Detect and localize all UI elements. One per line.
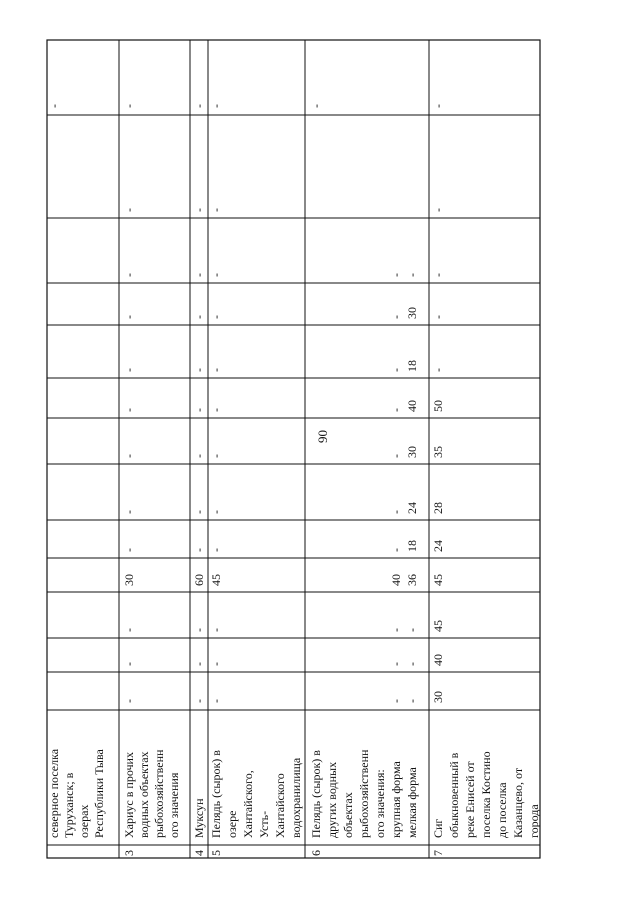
- column-lines: [47, 115, 540, 845]
- cell-value: 30: [405, 307, 419, 319]
- row-name-line: крупная форма: [389, 761, 403, 838]
- row-name-line: Сиг: [431, 818, 445, 838]
- cell-value: -: [192, 368, 206, 372]
- cell-value: -: [309, 104, 323, 108]
- cell-value: -: [192, 662, 206, 666]
- cell-value: -: [389, 408, 403, 412]
- row-lines: [119, 40, 429, 858]
- cell-value: -: [122, 699, 136, 703]
- cell-value: -: [209, 208, 223, 212]
- row-name-line: мелкая форма: [405, 767, 419, 838]
- row-name-line: рыбохозяйственн: [152, 749, 166, 838]
- row-name-line: Хантайского: [273, 773, 287, 838]
- cell-value: -: [192, 510, 206, 514]
- cell-value: -: [405, 628, 419, 632]
- row-name-line: реке Енисей от: [463, 761, 477, 838]
- cell-value: -: [405, 662, 419, 666]
- cell-value: 35: [431, 446, 445, 458]
- cell-value: -: [122, 368, 136, 372]
- row-name-line: водных объектах: [137, 751, 151, 838]
- cell-value: -: [405, 699, 419, 703]
- cell-value: -: [192, 273, 206, 277]
- cell-value: -: [122, 104, 136, 108]
- cell-value: 24: [431, 540, 445, 552]
- cell-value: -: [122, 273, 136, 277]
- cell-value: 40: [405, 400, 419, 412]
- cell-value: -: [122, 408, 136, 412]
- cell-value: 30: [405, 446, 419, 458]
- cell-value: -: [389, 662, 403, 666]
- cell-value: -: [405, 273, 419, 277]
- cell-value: -: [431, 368, 445, 372]
- row-name-line: других водных: [325, 761, 339, 838]
- row-name-line: озере: [225, 810, 239, 838]
- cell-value: -: [192, 548, 206, 552]
- cell-value: -: [192, 104, 206, 108]
- cell-value: -: [192, 454, 206, 458]
- page-number: 90: [315, 430, 330, 443]
- row-name-line: Пелядь (сырок) в: [309, 750, 323, 838]
- cell-value: 18: [405, 540, 419, 552]
- row-name-line: города: [527, 804, 541, 838]
- row-name-line: Усть-: [257, 810, 271, 838]
- cell-value: 60: [192, 574, 206, 586]
- row-name-line: обыкновенный в: [447, 752, 461, 838]
- cell-value: -: [192, 315, 206, 319]
- cell-value: 50: [431, 400, 445, 412]
- cell-value: -: [122, 454, 136, 458]
- cell-value: 40: [389, 574, 403, 586]
- cell-value: 45: [209, 574, 223, 586]
- cell-value: 40: [431, 654, 445, 666]
- row-name-line: ого значения: [167, 772, 181, 838]
- row-name-line: поселка Костино: [479, 751, 493, 838]
- cell-value: -: [389, 699, 403, 703]
- cell-value: -: [431, 208, 445, 212]
- cell-value: -: [431, 315, 445, 319]
- cell-value: 18: [405, 360, 419, 372]
- row-name-line: Пелядь (сырок) в: [209, 750, 223, 838]
- cell-value: -: [209, 408, 223, 412]
- row-name-line: Хариус в прочих: [122, 752, 136, 838]
- cell-value: -: [431, 104, 445, 108]
- cell-value: -: [192, 628, 206, 632]
- row-name-line: Казанцево, от: [511, 767, 525, 838]
- row-name-line: Туруханск; в: [62, 772, 76, 838]
- cell-value: -: [389, 273, 403, 277]
- cell-value: -: [47, 104, 61, 108]
- cell-value: -: [209, 699, 223, 703]
- cell-value: -: [389, 628, 403, 632]
- cell-value: -: [209, 454, 223, 458]
- cell-value: 28: [431, 502, 445, 514]
- cell-value: -: [209, 104, 223, 108]
- cell-value: -: [192, 699, 206, 703]
- cell-value: -: [122, 548, 136, 552]
- row-name-line: ого значения:: [373, 769, 387, 838]
- cell-value: 30: [122, 574, 136, 586]
- row-number: 3: [122, 850, 136, 856]
- row-name-line: до поселка: [495, 782, 509, 838]
- row-number: 6: [309, 850, 323, 856]
- cell-value: -: [431, 273, 445, 277]
- cell-value: -: [122, 208, 136, 212]
- cell-value: -: [122, 662, 136, 666]
- cell-value: -: [389, 510, 403, 514]
- row-name-line: озерах: [77, 804, 91, 838]
- row-name-line: рыбохозяйственн: [357, 749, 371, 838]
- cell-value: -: [209, 548, 223, 552]
- row-number: 5: [209, 850, 223, 856]
- cell-value: -: [209, 315, 223, 319]
- row-name-line: Хантайского,: [241, 770, 255, 838]
- row-number: 4: [192, 850, 206, 856]
- cell-value: 30: [431, 691, 445, 703]
- row-name-line: объектах: [341, 792, 355, 838]
- cell-value: -: [122, 510, 136, 514]
- row-name-line: Республики Тыва: [92, 749, 106, 838]
- cell-value: -: [192, 208, 206, 212]
- row-name-line: водохранилища: [289, 757, 303, 838]
- cell-value: 45: [431, 574, 445, 586]
- cell-value: 24: [405, 502, 419, 514]
- cell-value: -: [209, 628, 223, 632]
- cell-value: -: [209, 662, 223, 666]
- cell-value: 36: [405, 574, 419, 586]
- cell-value: -: [389, 454, 403, 458]
- text-layer: [47, 104, 541, 856]
- cell-value: -: [389, 368, 403, 372]
- cell-value: -: [192, 408, 206, 412]
- cell-value: -: [122, 315, 136, 319]
- cell-value: -: [209, 273, 223, 277]
- table-frame: [47, 40, 540, 858]
- row-name-line: Муксун: [192, 798, 206, 838]
- cell-value: -: [122, 628, 136, 632]
- cell-value: -: [209, 510, 223, 514]
- cell-value: -: [209, 368, 223, 372]
- cell-value: -: [389, 548, 403, 552]
- row-number: 7: [431, 850, 445, 856]
- cell-value: -: [389, 315, 403, 319]
- cell-value: 45: [431, 620, 445, 632]
- row-name-line: северное поселка: [47, 748, 61, 838]
